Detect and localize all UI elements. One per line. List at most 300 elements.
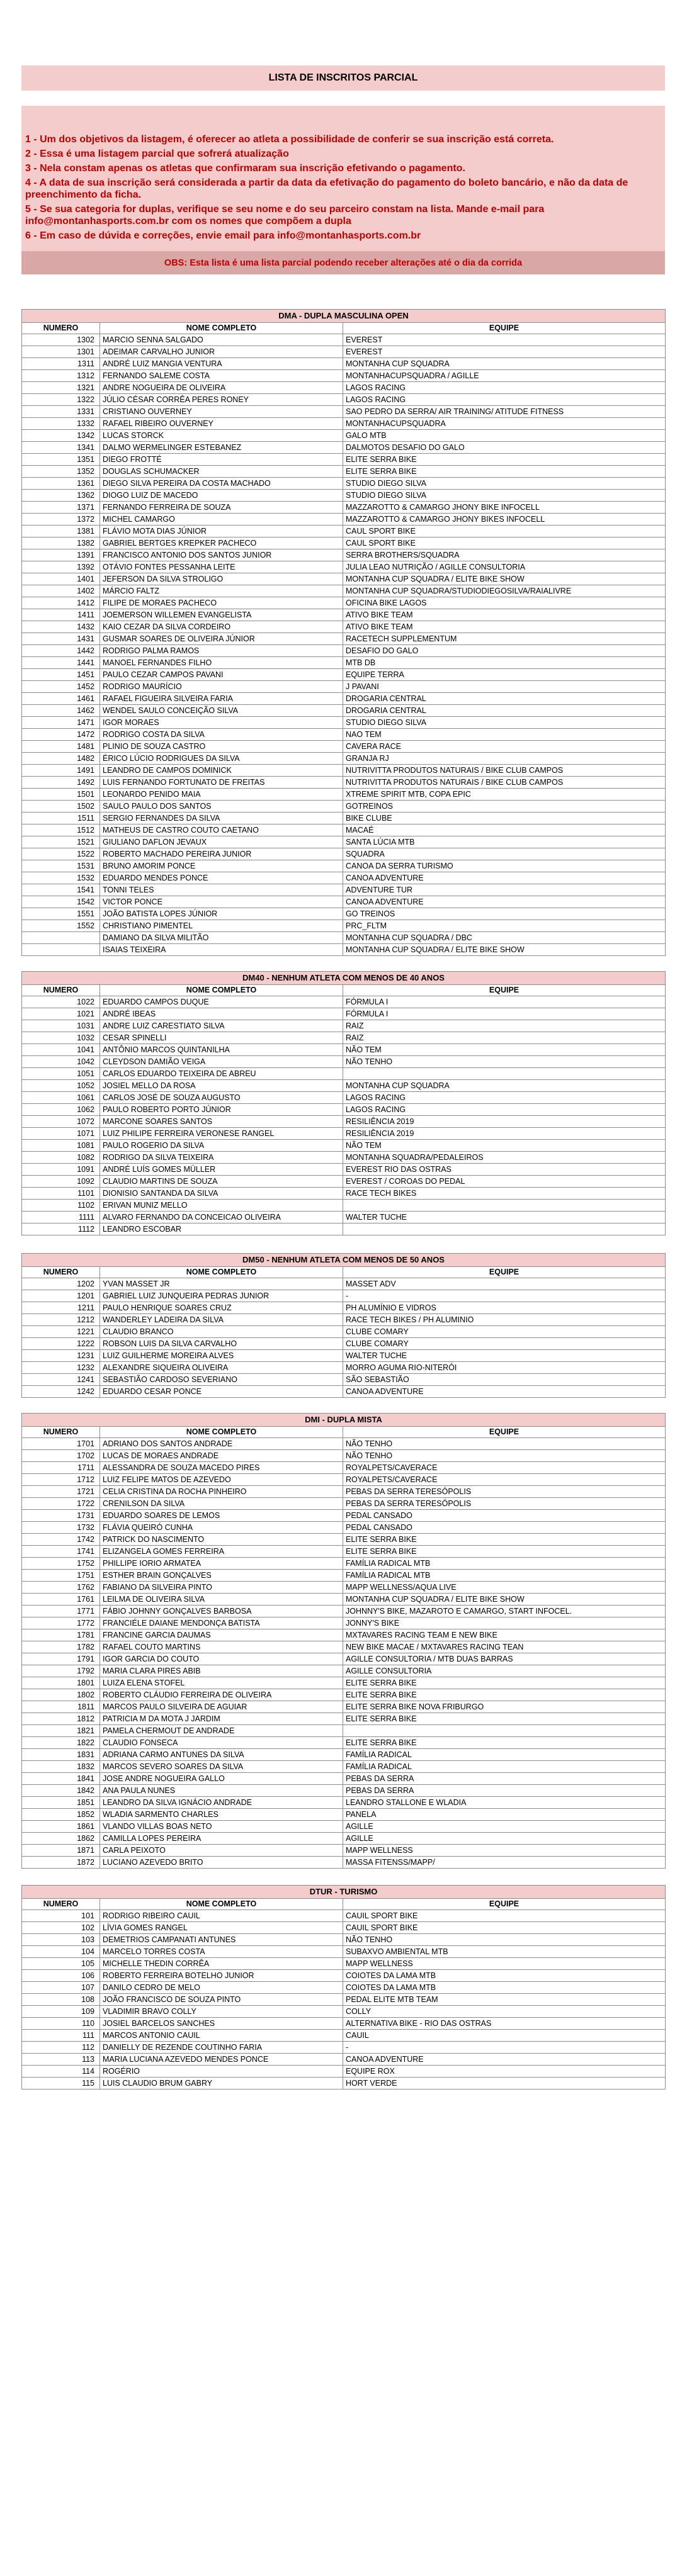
table-row bbox=[22, 502, 666, 514]
table-row bbox=[22, 920, 666, 932]
section-table bbox=[21, 1253, 666, 1398]
equipe-cell: EQUIPE TERRA bbox=[343, 669, 666, 681]
table-row bbox=[22, 1713, 666, 1725]
section-title: DM40 - NENHUM ATLETA COM MENOS DE 40 ANOS bbox=[22, 972, 666, 985]
equipe-cell: JULIA LEAO NUTRIÇÃO / AGILLE CONSULTORIA bbox=[343, 561, 666, 573]
numero-cell: 1532 bbox=[22, 872, 100, 884]
numero-cell: 1772 bbox=[22, 1617, 100, 1629]
header-row bbox=[22, 1899, 666, 1910]
table-row bbox=[22, 693, 666, 705]
table-row bbox=[22, 585, 666, 597]
nome-cell: FABIANO DA SILVEIRA PINTO bbox=[100, 1582, 343, 1594]
equipe-cell: ELITE SERRA BIKE bbox=[343, 1737, 666, 1749]
nome-cell: ROBSON LUIS DA SILVA CARVALHO bbox=[100, 1338, 343, 1350]
numero-cell: 1762 bbox=[22, 1582, 100, 1594]
nome-cell: BRUNO AMORIM PONCE bbox=[100, 860, 343, 872]
table-row bbox=[22, 2078, 666, 2089]
numero-cell bbox=[22, 944, 100, 956]
table-row bbox=[22, 1606, 666, 1617]
table-row bbox=[22, 561, 666, 573]
table-row bbox=[22, 334, 666, 346]
table-row bbox=[22, 1164, 666, 1176]
numero-cell: 1322 bbox=[22, 394, 100, 406]
table-row bbox=[22, 1845, 666, 1857]
equipe-cell: CANOA ADVENTURE bbox=[343, 896, 666, 908]
table-row bbox=[22, 813, 666, 824]
equipe-cell: JONNY'S BIKE bbox=[343, 1617, 666, 1629]
nome-cell: MICHELLE THEDIN CORRÊA bbox=[100, 1958, 343, 1970]
nome-cell: CRISTIANO OUVERNEY bbox=[100, 406, 343, 418]
table-row bbox=[22, 1128, 666, 1140]
table-row bbox=[22, 753, 666, 765]
equipe-cell: AGILLE CONSULTORIA bbox=[343, 1665, 666, 1677]
table-row bbox=[22, 1534, 666, 1546]
equipe-cell: SANTA LÚCIA MTB bbox=[343, 836, 666, 848]
nome-cell: VLADIMIR BRAVO COLLY bbox=[100, 2006, 343, 2018]
equipe-cell: NÃO TEM bbox=[343, 1044, 666, 1056]
equipe-cell: MONTANHA SQUADRA/PEDALEIROS bbox=[343, 1152, 666, 1164]
equipe-cell: ELITE SERRA BIKE bbox=[343, 1689, 666, 1701]
numero-cell: 1831 bbox=[22, 1749, 100, 1761]
nome-cell: CRENILSON DA SILVA bbox=[100, 1498, 343, 1510]
numero-cell: 1352 bbox=[22, 466, 100, 478]
section-title-row bbox=[22, 310, 666, 323]
equipe-cell: FAMÍLIA RADICAL MTB bbox=[343, 1558, 666, 1570]
nome-cell: RODRIGO RIBEIRO CAUIL bbox=[100, 1910, 343, 1922]
section-table bbox=[21, 1413, 666, 1869]
numero-cell: 101 bbox=[22, 1910, 100, 1922]
equipe-cell: ELITE SERRA BIKE bbox=[343, 454, 666, 466]
nome-cell: JOEMERSON WILLEMEN EVANGELISTA bbox=[100, 609, 343, 621]
table-row bbox=[22, 1946, 666, 1958]
nome-cell: ADEIMAR CARVALHO JUNIOR bbox=[100, 346, 343, 358]
section-title-row bbox=[22, 972, 666, 985]
numero-cell: 1811 bbox=[22, 1701, 100, 1713]
nome-cell: DIOGO LUIZ DE MACEDO bbox=[100, 490, 343, 502]
numero-cell: 1212 bbox=[22, 1314, 100, 1326]
nome-cell: FRANCISCO ANTONIO DOS SANTOS JUNIOR bbox=[100, 549, 343, 561]
numero-cell: 1431 bbox=[22, 633, 100, 645]
section-title: DM50 - NENHUM ATLETA COM MENOS DE 50 ANOS bbox=[22, 1254, 666, 1267]
table-row bbox=[22, 1970, 666, 1982]
nome-cell: MARIA CLARA PIRES ABIB bbox=[100, 1665, 343, 1677]
table-row bbox=[22, 1922, 666, 1934]
nome-cell: JOÃO BATISTA LOPES JÚNIOR bbox=[100, 908, 343, 920]
equipe-cell: ELITE SERRA BIKE bbox=[343, 1713, 666, 1725]
table-row bbox=[22, 370, 666, 382]
table-row bbox=[22, 2066, 666, 2078]
table-row bbox=[22, 1857, 666, 1869]
nome-cell: ANDRÉ IBEAS bbox=[100, 1008, 343, 1020]
sections-container bbox=[21, 309, 665, 2089]
equipe-cell: MACAÉ bbox=[343, 824, 666, 836]
numero-cell: 1031 bbox=[22, 1020, 100, 1032]
section-title: DMI - DUPLA MISTA bbox=[22, 1414, 666, 1427]
nome-cell: ELIZANGELA GOMES FERREIRA bbox=[100, 1546, 343, 1558]
numero-cell: 103 bbox=[22, 1934, 100, 1946]
nome-cell: OTÁVIO FONTES PESSANHA LEITE bbox=[100, 561, 343, 573]
table-row bbox=[22, 1362, 666, 1374]
nome-cell: PAULO CEZAR CAMPOS PAVANI bbox=[100, 669, 343, 681]
header-row bbox=[22, 323, 666, 334]
nome-cell: RODRIGO COSTA DA SILVA bbox=[100, 729, 343, 741]
nome-cell: RAFAEL FIGUEIRA SILVEIRA FARIA bbox=[100, 693, 343, 705]
table-row bbox=[22, 1008, 666, 1020]
numero-cell: 102 bbox=[22, 1922, 100, 1934]
equipe-cell: MONTANHA CUP SQUADRA/STUDIODIEGOSILVA/RAIALIVRE bbox=[343, 585, 666, 597]
numero-cell: 1072 bbox=[22, 1116, 100, 1128]
table-row bbox=[22, 621, 666, 633]
numero-cell: 1801 bbox=[22, 1677, 100, 1689]
equipe-cell: ELITE SERRA BIKE bbox=[343, 1677, 666, 1689]
nome-cell: EDUARDO MENDES PONCE bbox=[100, 872, 343, 884]
numero-cell: 1462 bbox=[22, 705, 100, 717]
equipe-cell: PEDAL CANSADO bbox=[343, 1522, 666, 1534]
equipe-cell: CANOA ADVENTURE bbox=[343, 872, 666, 884]
equipe-cell: STUDIO DIEGO SILVA bbox=[343, 717, 666, 729]
numero-cell: 111 bbox=[22, 2030, 100, 2042]
column-header-nome: NOME COMPLETO bbox=[100, 1899, 343, 1910]
equipe-cell: SUBAXVO AMBIENTAL MTB bbox=[343, 1946, 666, 1958]
numero-cell: 1721 bbox=[22, 1486, 100, 1498]
nome-cell: RAFAEL RIBEIRO OUVERNEY bbox=[100, 418, 343, 430]
equipe-cell: ELITE SERRA BIKE bbox=[343, 1546, 666, 1558]
numero-cell: 1551 bbox=[22, 908, 100, 920]
table-row bbox=[22, 1641, 666, 1653]
equipe-cell: SAO PEDRO DA SERRA/ AIR TRAINING/ ATITUDE FITNESS bbox=[343, 406, 666, 418]
nome-cell: WENDEL SAULO CONCEIÇÃO SILVA bbox=[100, 705, 343, 717]
nome-cell: ESTHER BRAIN GONÇALVES bbox=[100, 1570, 343, 1582]
equipe-cell: LEANDRO STALLONE E WLADIA bbox=[343, 1797, 666, 1809]
section-0 bbox=[21, 309, 665, 956]
nome-cell: GUSMAR SOARES DE OLIVEIRA JÚNIOR bbox=[100, 633, 343, 645]
equipe-cell: MORRO AGUMA RIO-NITERÓI bbox=[343, 1362, 666, 1374]
nome-cell: RODRIGO MAURÍCIO bbox=[100, 681, 343, 693]
table-row bbox=[22, 669, 666, 681]
numero-cell: 107 bbox=[22, 1982, 100, 1994]
table-row bbox=[22, 1809, 666, 1821]
column-header-numero: NUMERO bbox=[22, 985, 100, 996]
equipe-cell: PEDAL ELITE MTB TEAM bbox=[343, 1994, 666, 2006]
table-row bbox=[22, 1223, 666, 1235]
numero-cell: 1401 bbox=[22, 573, 100, 585]
equipe-cell: MAPP WELLNESS bbox=[343, 1845, 666, 1857]
table-row bbox=[22, 848, 666, 860]
page bbox=[21, 0, 665, 2089]
equipe-cell: PRC_FLTM bbox=[343, 920, 666, 932]
equipe-cell: MASSA FITENSS/MAPP/ bbox=[343, 1857, 666, 1869]
numero-cell: 1451 bbox=[22, 669, 100, 681]
nome-cell: FERNANDO FERREIRA DE SOUZA bbox=[100, 502, 343, 514]
equipe-cell: OFICINA BIKE LAGOS bbox=[343, 597, 666, 609]
nome-cell: FERNANDO SALEME COSTA bbox=[100, 370, 343, 382]
equipe-cell: BIKE CLUBE bbox=[343, 813, 666, 824]
equipe-cell: MASSET ADV bbox=[343, 1278, 666, 1290]
nome-cell: GABRIEL BERTGES KREPKER PACHECO bbox=[100, 537, 343, 549]
numero-cell: 1442 bbox=[22, 645, 100, 657]
nome-cell: LUIZ GUILHERME MOREIRA ALVES bbox=[100, 1350, 343, 1362]
table-row bbox=[22, 1677, 666, 1689]
table-row bbox=[22, 896, 666, 908]
equipe-cell: MONTANHA CUP SQUADRA / ELITE BIKE SHOW bbox=[343, 573, 666, 585]
numero-cell: 1792 bbox=[22, 1665, 100, 1677]
nome-cell: RAFAEL COUTO MARTINS bbox=[100, 1641, 343, 1653]
numero-cell: 1701 bbox=[22, 1438, 100, 1450]
nome-cell: LEONARDO PENIDO MAIA bbox=[100, 789, 343, 801]
numero-cell: 1332 bbox=[22, 418, 100, 430]
nome-cell: MATHEUS DE CASTRO COUTO CAETANO bbox=[100, 824, 343, 836]
equipe-cell: STUDIO DIEGO SILVA bbox=[343, 490, 666, 502]
equipe-cell: AGILLE bbox=[343, 1821, 666, 1833]
nome-cell: EDUARDO CAMPOS DUQUE bbox=[100, 996, 343, 1008]
equipe-cell: CLUBE COMARY bbox=[343, 1338, 666, 1350]
table-row bbox=[22, 1582, 666, 1594]
note-3: 3 - Nela constam apenas os atletas que confirmaram sua inscrição efetivando o pagamento. bbox=[25, 163, 465, 174]
equipe-cell: J PAVANI bbox=[343, 681, 666, 693]
numero-cell: 1112 bbox=[22, 1223, 100, 1235]
nome-cell: ALEXANDRE SIQUEIRA OLIVEIRA bbox=[100, 1362, 343, 1374]
nome-cell: JOSIEL BARCELOS SANCHES bbox=[100, 2018, 343, 2030]
numero-cell: 1502 bbox=[22, 801, 100, 813]
nome-cell: IGOR MORAES bbox=[100, 717, 343, 729]
equipe-cell: CAUIL SPORT BIKE bbox=[343, 1910, 666, 1922]
equipe-cell: PEBAS DA SERRA TERESÓPOLIS bbox=[343, 1486, 666, 1498]
numero-cell: 1382 bbox=[22, 537, 100, 549]
equipe-cell: EVEREST bbox=[343, 346, 666, 358]
table-row bbox=[22, 1653, 666, 1665]
table-row bbox=[22, 1056, 666, 1068]
equipe-cell: CAUL SPORT BIKE bbox=[343, 537, 666, 549]
equipe-cell: CAUIL bbox=[343, 2030, 666, 2042]
nome-cell: PAULO ROGERIO DA SILVA bbox=[100, 1140, 343, 1152]
nome-cell: ANDRÉ LUÍS GOMES MÜLLER bbox=[100, 1164, 343, 1176]
table-row bbox=[22, 1474, 666, 1486]
nome-cell: FILIPE DE MORAES PACHECO bbox=[100, 597, 343, 609]
equipe-cell: MTB DB bbox=[343, 657, 666, 669]
table-row bbox=[22, 1594, 666, 1606]
nome-cell: ISAIAS TEIXEIRA bbox=[100, 944, 343, 956]
header-row bbox=[22, 1267, 666, 1278]
equipe-cell: COIOTES DA LAMA MTB bbox=[343, 1970, 666, 1982]
numero-cell: 1351 bbox=[22, 454, 100, 466]
nome-cell: VICTOR PONCE bbox=[100, 896, 343, 908]
numero-cell: 1222 bbox=[22, 1338, 100, 1350]
numero-cell: 108 bbox=[22, 1994, 100, 2006]
table-row bbox=[22, 1462, 666, 1474]
nome-cell: FRANCIÉLE DAIANE MENDONÇA BATISTA bbox=[100, 1617, 343, 1629]
equipe-cell: ROYALPETS/CAVERACE bbox=[343, 1474, 666, 1486]
equipe-cell: ALTERNATIVA BIKE - RIO DAS OSTRAS bbox=[343, 2018, 666, 2030]
numero-cell: 1091 bbox=[22, 1164, 100, 1176]
table-row bbox=[22, 824, 666, 836]
table-row bbox=[22, 996, 666, 1008]
numero-cell: 1791 bbox=[22, 1653, 100, 1665]
nome-cell: LUIZ FELIPE MATOS DE AZEVEDO bbox=[100, 1474, 343, 1486]
table-row bbox=[22, 633, 666, 645]
nome-cell: LUIZA ELENA STOFEL bbox=[100, 1677, 343, 1689]
table-row bbox=[22, 1982, 666, 1994]
nome-cell: CARLOS EDUARDO TEIXEIRA DE ABREU bbox=[100, 1068, 343, 1080]
nome-cell: RODRIGO PALMA RAMOS bbox=[100, 645, 343, 657]
equipe-cell: WALTER TUCHE bbox=[343, 1350, 666, 1362]
numero-cell: 1861 bbox=[22, 1821, 100, 1833]
numero-cell: 1842 bbox=[22, 1785, 100, 1797]
note-1: 1 - Um dos objetivos da listagem, é oferecer ao atleta a possibilidade de conferir se sua inscrição está correta. bbox=[25, 134, 554, 145]
nome-cell: PATRICK DO NASCIMENTO bbox=[100, 1534, 343, 1546]
equipe-cell: SERRA BROTHERS/SQUADRA bbox=[343, 549, 666, 561]
nome-cell: LUCIANO AZEVEDO BRITO bbox=[100, 1857, 343, 1869]
nome-cell: LUCAS STORCK bbox=[100, 430, 343, 442]
table-row bbox=[22, 1701, 666, 1713]
equipe-cell: MXTAVARES RACING TEAM E NEW BIKE bbox=[343, 1629, 666, 1641]
numero-cell: 1062 bbox=[22, 1104, 100, 1116]
nome-cell: DAMIANO DA SILVA MILITÃO bbox=[100, 932, 343, 944]
equipe-cell: MAZZAROTTO & CAMARGO JHONY BIKE INFOCELL bbox=[343, 502, 666, 514]
nome-cell: LUIZ PHILIPE FERREIRA VERONESE RANGEL bbox=[100, 1128, 343, 1140]
numero-cell: 1032 bbox=[22, 1032, 100, 1044]
numero-cell: 104 bbox=[22, 1946, 100, 1958]
nome-cell: MARCIO SENNA SALGADO bbox=[100, 334, 343, 346]
nome-cell: CLAUDIO BRANCO bbox=[100, 1326, 343, 1338]
numero-cell: 1552 bbox=[22, 920, 100, 932]
table-row bbox=[22, 406, 666, 418]
numero-cell: 1732 bbox=[22, 1522, 100, 1534]
table-row bbox=[22, 1374, 666, 1386]
note-4: 4 - A data de sua inscrição será considerada a partir da data da efetivação do pagamento do boleto bancário, e não da data de preenchimento da ficha. bbox=[25, 177, 628, 200]
nome-cell: CLEYDSON DAMIÃO VEIGA bbox=[100, 1056, 343, 1068]
nome-cell: FRANCINE GARCIA DAUMAS bbox=[100, 1629, 343, 1641]
equipe-cell: COLLY bbox=[343, 2006, 666, 2018]
numero-cell: 1022 bbox=[22, 996, 100, 1008]
equipe-cell: LAGOS RACING bbox=[343, 1092, 666, 1104]
section-title: DTUR - TURISMO bbox=[22, 1886, 666, 1899]
table-row bbox=[22, 1044, 666, 1056]
column-header-nome: NOME COMPLETO bbox=[100, 1427, 343, 1438]
equipe-cell: NÃO TENHO bbox=[343, 1934, 666, 1946]
nome-cell: MARCOS PAULO SILVEIRA DE AGUIAR bbox=[100, 1701, 343, 1713]
nome-cell: PAULO HENRIQUE SOARES CRUZ bbox=[100, 1302, 343, 1314]
table-row bbox=[22, 1140, 666, 1152]
table-row bbox=[22, 872, 666, 884]
section-3 bbox=[21, 1413, 665, 1869]
table-row bbox=[22, 1188, 666, 1200]
equipe-cell: NUTRIVITTA PRODUTOS NATURAIS / BIKE CLUB CAMPOS bbox=[343, 765, 666, 777]
numero-cell: 1461 bbox=[22, 693, 100, 705]
equipe-cell: ATIVO BIKE TEAM bbox=[343, 609, 666, 621]
numero-cell: 1512 bbox=[22, 824, 100, 836]
table-row bbox=[22, 1314, 666, 1326]
numero-cell: 1361 bbox=[22, 478, 100, 490]
equipe-cell: GRANJA RJ bbox=[343, 753, 666, 765]
numero-cell: 1392 bbox=[22, 561, 100, 573]
nome-cell: LEILMA DE OLIVEIRA SILVA bbox=[100, 1594, 343, 1606]
equipe-cell: MONTANHA CUP SQUADRA bbox=[343, 1080, 666, 1092]
table-row bbox=[22, 1785, 666, 1797]
equipe-cell: NUTRIVITTA PRODUTOS NATURAIS / BIKE CLUB CAMPOS bbox=[343, 777, 666, 789]
nome-cell: TONNI TELES bbox=[100, 884, 343, 896]
equipe-cell: LAGOS RACING bbox=[343, 382, 666, 394]
table-row bbox=[22, 1761, 666, 1773]
numero-cell: 109 bbox=[22, 2006, 100, 2018]
numero-cell bbox=[22, 932, 100, 944]
column-header-numero: NUMERO bbox=[22, 323, 100, 334]
nome-cell: ANA PAULA NUNES bbox=[100, 1785, 343, 1797]
table-row bbox=[22, 681, 666, 693]
numero-cell: 1041 bbox=[22, 1044, 100, 1056]
nome-cell: YVAN MASSET JR bbox=[100, 1278, 343, 1290]
numero-cell: 1711 bbox=[22, 1462, 100, 1474]
equipe-cell: ADVENTURE TUR bbox=[343, 884, 666, 896]
equipe-cell: NÃO TENHO bbox=[343, 1450, 666, 1462]
numero-cell: 1241 bbox=[22, 1374, 100, 1386]
numero-cell: 1311 bbox=[22, 358, 100, 370]
table-row bbox=[22, 729, 666, 741]
numero-cell: 1821 bbox=[22, 1725, 100, 1737]
numero-cell: 1092 bbox=[22, 1176, 100, 1188]
nome-cell: SERGIO FERNANDES DA SILVA bbox=[100, 813, 343, 824]
numero-cell: 1362 bbox=[22, 490, 100, 502]
equipe-cell: MONTANHA CUP SQUADRA bbox=[343, 358, 666, 370]
nome-cell: IGOR GARCIA DO COUTO bbox=[100, 1653, 343, 1665]
equipe-cell: RACE TECH BIKES bbox=[343, 1188, 666, 1200]
table-row bbox=[22, 526, 666, 537]
table-row bbox=[22, 789, 666, 801]
nome-cell: GIULIANO DAFLON JEVAUX bbox=[100, 836, 343, 848]
numero-cell: 1412 bbox=[22, 597, 100, 609]
equipe-cell: GOTREINOS bbox=[343, 801, 666, 813]
table-row bbox=[22, 1665, 666, 1677]
nome-cell: DOUGLAS SCHUMACKER bbox=[100, 466, 343, 478]
nome-cell: CESAR SPINELLI bbox=[100, 1032, 343, 1044]
numero-cell: 1751 bbox=[22, 1570, 100, 1582]
equipe-cell: JOHNNY'S BIKE, MAZAROTO E CAMARGO, START INFOCEL. bbox=[343, 1606, 666, 1617]
nome-cell: LEANDRO DE CAMPOS DOMINICK bbox=[100, 765, 343, 777]
note-6: 6 - Em caso de dúvida e correções, envie email para info@montanhasports.com.br bbox=[25, 230, 421, 241]
equipe-cell: COIOTES DA LAMA MTB bbox=[343, 1982, 666, 1994]
table-row bbox=[22, 1068, 666, 1080]
table-row bbox=[22, 1749, 666, 1761]
equipe-cell: CAVERA RACE bbox=[343, 741, 666, 753]
table-row bbox=[22, 1821, 666, 1833]
table-row bbox=[22, 1350, 666, 1362]
numero-cell: 1402 bbox=[22, 585, 100, 597]
table-row bbox=[22, 1278, 666, 1290]
table-row bbox=[22, 346, 666, 358]
nome-cell: FLÁVIO MOTA DIAS JÚNIOR bbox=[100, 526, 343, 537]
table-row bbox=[22, 1152, 666, 1164]
numero-cell: 1071 bbox=[22, 1128, 100, 1140]
nome-cell: ADRIANO DOS SANTOS ANDRADE bbox=[100, 1438, 343, 1450]
nome-cell: VLANDO VILLAS BOAS NETO bbox=[100, 1821, 343, 1833]
nome-cell: ADRIANA CARMO ANTUNES DA SILVA bbox=[100, 1749, 343, 1761]
numero-cell: 1371 bbox=[22, 502, 100, 514]
numero-cell: 110 bbox=[22, 2018, 100, 2030]
nome-cell: CAMILLA LOPES PEREIRA bbox=[100, 1833, 343, 1845]
numero-cell: 112 bbox=[22, 2042, 100, 2054]
equipe-cell: FAMÍLIA RADICAL bbox=[343, 1761, 666, 1773]
column-header-numero: NUMERO bbox=[22, 1267, 100, 1278]
equipe-cell: AGILLE bbox=[343, 1833, 666, 1845]
equipe-cell: CAUL SPORT BIKE bbox=[343, 526, 666, 537]
table-row bbox=[22, 1994, 666, 2006]
nome-cell: JÚLIO CÉSAR CORRÊA PERES RONEY bbox=[100, 394, 343, 406]
numero-cell: 115 bbox=[22, 2078, 100, 2089]
column-header-nome: NOME COMPLETO bbox=[100, 323, 343, 334]
equipe-cell: SQUADRA bbox=[343, 848, 666, 860]
table-row bbox=[22, 1326, 666, 1338]
table-row bbox=[22, 2054, 666, 2066]
equipe-cell: FÓRMULA I bbox=[343, 1008, 666, 1020]
